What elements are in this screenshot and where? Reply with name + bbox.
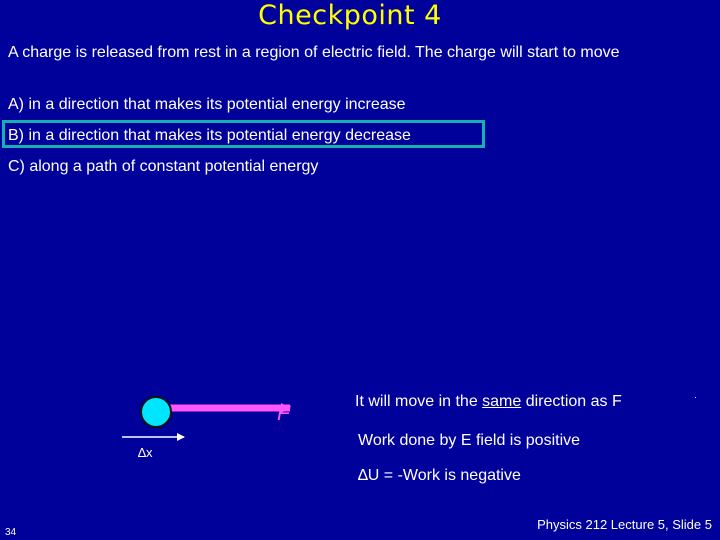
slide-footer: Physics 212 Lecture 5, Slide 5 [537,517,712,532]
explanation-line-1-post: direction as F [521,393,622,410]
explanation-line-3: ∆U = -Work is negative [358,467,521,484]
explanation-line-1-pre: It will move in the [355,393,483,410]
explanation-line-1 [355,393,622,411]
choice-b: B) in a direction that makes its potential energy decrease [8,127,411,144]
explanation-line-2: Work done by E field is positive [358,432,581,449]
choice-a: A) in a direction that makes its potential energy increase [8,96,406,113]
stray-dot [695,397,696,398]
slide-number: 34 [5,527,17,538]
question-text: A charge is released from rest in a region of electric field. The charge will start to move [8,44,620,61]
choice-c: C) along a path of constant potential energy [8,158,319,175]
charge-circle [141,397,171,427]
force-label: F [277,402,290,425]
explanation-emphasis: same [482,393,522,410]
displacement-label: ∆x [138,445,153,460]
slide-title: Checkpoint 4 [258,0,442,31]
